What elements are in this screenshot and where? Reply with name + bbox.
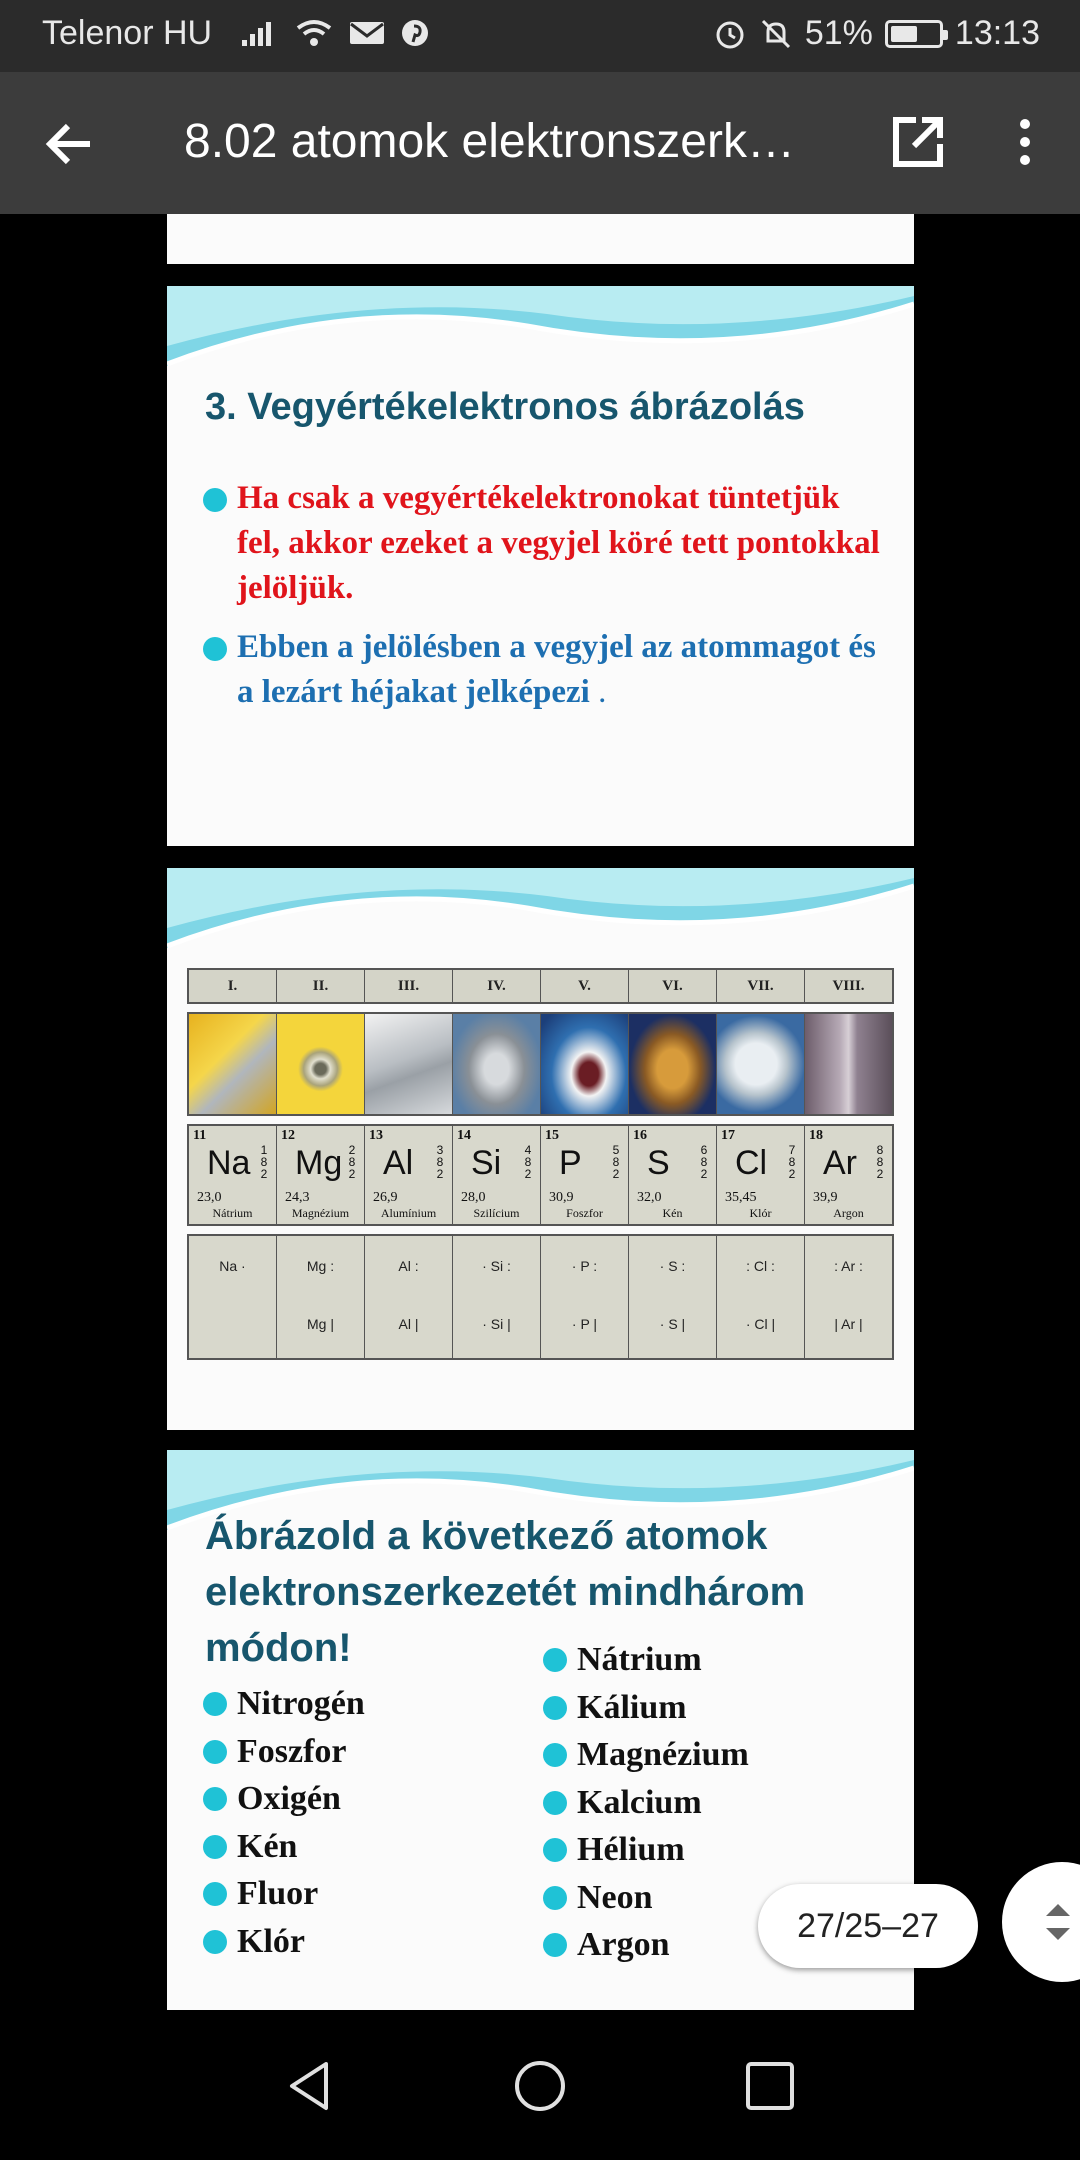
group-label: II. bbox=[277, 970, 365, 1002]
carrier-label: Telenor HU bbox=[42, 14, 213, 52]
back-arrow-icon[interactable] bbox=[40, 114, 100, 174]
list-item: Oxigén bbox=[203, 1775, 365, 1823]
signal-icon bbox=[240, 18, 280, 48]
element-cells-row bbox=[187, 1124, 894, 1226]
bullet-dot-icon bbox=[203, 1930, 227, 1954]
dot-structure-dots: Al : bbox=[398, 1258, 419, 1274]
aluminium-photo bbox=[365, 1014, 453, 1114]
element-cell bbox=[541, 1126, 629, 1224]
list-item: Foszfor bbox=[203, 1728, 365, 1776]
system-nav-bar bbox=[0, 2014, 1080, 2160]
bullet-dot-icon bbox=[543, 1696, 567, 1720]
dot-structure-dots: · Si : bbox=[482, 1258, 511, 1274]
mail-icon bbox=[348, 18, 386, 48]
group-label: V. bbox=[541, 970, 629, 1002]
list-item: Kálium bbox=[543, 1684, 749, 1732]
list-item: Fluor bbox=[203, 1870, 365, 1918]
shell-config: 8 8 2 bbox=[876, 1143, 884, 1181]
dot-structure-lines: Al | bbox=[398, 1316, 419, 1332]
bullet-dot-icon bbox=[543, 1791, 567, 1815]
dot-notation-cell bbox=[189, 1236, 277, 1358]
element-symbol: Mg bbox=[295, 1144, 343, 1182]
bullet-dot-icon bbox=[203, 1740, 227, 1764]
list-item: Ebben a jelölésben a vegyjel az atommagot és a lezárt héjakat jelképezi . bbox=[203, 625, 883, 715]
element-name: Magnézium bbox=[291, 1206, 350, 1220]
atomic-number: 16 bbox=[633, 1128, 647, 1143]
bullet-dot-icon bbox=[203, 488, 227, 512]
right-atom-list bbox=[543, 1636, 749, 1969]
element-symbol: Ar bbox=[823, 1144, 857, 1182]
scroll-arrows-icon bbox=[1038, 1892, 1078, 1952]
group-header-row bbox=[187, 968, 894, 1004]
battery-percent: 51% bbox=[804, 14, 873, 52]
list-item: Kén bbox=[203, 1823, 365, 1871]
alarm-icon bbox=[713, 17, 747, 51]
element-name: Alumínium bbox=[380, 1206, 437, 1220]
magnesium-photo bbox=[277, 1014, 365, 1114]
dot-structure-lines: · Cl | bbox=[745, 1316, 776, 1332]
bullet-dot-icon bbox=[203, 1882, 227, 1906]
sodium-photo bbox=[189, 1014, 277, 1114]
atomic-mass: 23,0 bbox=[197, 1190, 222, 1205]
app-bar bbox=[0, 72, 1080, 214]
atomic-number: 17 bbox=[721, 1128, 735, 1143]
atomic-number: 12 bbox=[281, 1128, 295, 1143]
bullet-dot-icon bbox=[543, 1933, 567, 1957]
document-title: 8.02 atomok elektronszerk… bbox=[184, 115, 795, 168]
bullet-list bbox=[203, 476, 883, 729]
dot-notation-cell bbox=[629, 1236, 717, 1358]
bullet-dot-icon bbox=[203, 1692, 227, 1716]
wifi-icon bbox=[294, 18, 334, 48]
battery-icon bbox=[885, 20, 943, 48]
chlorine-photo bbox=[717, 1014, 805, 1114]
dot-structure-dots: · S : bbox=[659, 1258, 686, 1274]
slide-title: 3. Vegyértékelektronos ábrázolás bbox=[205, 386, 805, 428]
group-label: I. bbox=[189, 970, 277, 1002]
atomic-mass: 35,45 bbox=[725, 1190, 757, 1205]
bullet-dot-icon bbox=[203, 637, 227, 661]
element-name: Kén bbox=[662, 1206, 683, 1220]
group-label: IV. bbox=[453, 970, 541, 1002]
slide-title: Ábrázold a következő atomok elektronszerkezetét mindhárom módon! bbox=[205, 1514, 806, 1670]
group-label: VIII. bbox=[832, 977, 865, 994]
shell-config: 3 8 2 bbox=[436, 1143, 444, 1181]
atomic-mass: 32,0 bbox=[637, 1190, 662, 1205]
element-symbol: Al bbox=[383, 1144, 414, 1182]
sulfur-photo bbox=[629, 1014, 717, 1114]
element-symbol: S bbox=[647, 1144, 670, 1182]
element-name: Szilícium bbox=[473, 1206, 520, 1220]
shell-config: 7 8 2 bbox=[788, 1143, 796, 1181]
element-cell bbox=[629, 1126, 717, 1224]
list-item: Nitrogén bbox=[203, 1680, 365, 1728]
bullet-dot-icon bbox=[203, 1787, 227, 1811]
element-symbol: Cl bbox=[735, 1144, 768, 1182]
bullet-dot-icon bbox=[543, 1886, 567, 1910]
group-label: VI. bbox=[629, 970, 717, 1002]
dot-notation-cell bbox=[453, 1236, 541, 1358]
dot-structure-lines: Mg | bbox=[307, 1316, 334, 1332]
dot-structure-lines: · P | bbox=[571, 1316, 598, 1332]
element-name: Nátrium bbox=[212, 1206, 253, 1220]
bullet-dot-icon bbox=[543, 1648, 567, 1672]
list-item: Argon bbox=[543, 1921, 749, 1969]
trailing-period: . bbox=[598, 674, 607, 710]
list-item: Hélium bbox=[543, 1826, 749, 1874]
dot-structure-lines: · Si | bbox=[482, 1316, 511, 1332]
dot-notation-cell bbox=[805, 1236, 892, 1358]
slide-previous bbox=[167, 214, 914, 264]
atomic-number: 18 bbox=[809, 1128, 823, 1143]
bullet-dot-icon bbox=[203, 1835, 227, 1859]
atomic-mass: 24,3 bbox=[285, 1190, 310, 1205]
left-atom-list bbox=[203, 1680, 365, 1965]
element-cell bbox=[189, 1126, 277, 1224]
element-symbol: P bbox=[559, 1144, 582, 1182]
dot-notation-cell bbox=[541, 1236, 629, 1358]
slide-periodic-table bbox=[167, 868, 914, 1430]
document-viewer[interactable] bbox=[0, 214, 1080, 2014]
dot-structure-dots: : Cl : bbox=[746, 1258, 775, 1274]
dot-structure-dots: · P : bbox=[571, 1258, 598, 1274]
list-item: Kalcium bbox=[543, 1779, 749, 1827]
dot-structure-lines: | Ar | bbox=[834, 1316, 863, 1332]
shell-config: 6 8 2 bbox=[700, 1143, 708, 1181]
element-photos-row bbox=[187, 1012, 894, 1116]
shell-config: 5 8 2 bbox=[612, 1143, 620, 1181]
atomic-mass: 26,9 bbox=[373, 1190, 398, 1205]
atomic-number: 11 bbox=[193, 1128, 207, 1143]
slide-header-wave bbox=[167, 286, 914, 376]
shell-config: 1 8 2 bbox=[260, 1143, 268, 1181]
atomic-mass: 30,9 bbox=[549, 1190, 574, 1205]
list-item: Ha csak a vegyértékelektronokat tüntetjük fel, akkor ezeket a vegyjel köré tett pontokkal jelöljük. bbox=[203, 476, 883, 611]
element-cell bbox=[805, 1126, 892, 1224]
open-external-icon[interactable] bbox=[888, 112, 948, 172]
bullet-dot-icon bbox=[543, 1838, 567, 1862]
group-label: III. bbox=[365, 970, 453, 1002]
element-name: Argon bbox=[833, 1206, 864, 1220]
slide-header-wave bbox=[167, 868, 914, 958]
slide-valence-electrons bbox=[167, 286, 914, 846]
dot-notation-cell bbox=[717, 1236, 805, 1358]
nav-recents-icon[interactable] bbox=[742, 2058, 798, 2114]
clock: 13:13 bbox=[954, 14, 1040, 52]
list-item: Nátrium bbox=[543, 1636, 749, 1684]
page-indicator: 27/25–27 bbox=[758, 1884, 978, 1968]
element-cell bbox=[277, 1126, 365, 1224]
list-item: Klór bbox=[203, 1918, 365, 1966]
dot-structure-dots: Na · bbox=[219, 1258, 246, 1274]
element-name: Foszfor bbox=[566, 1206, 603, 1220]
nav-back-icon[interactable] bbox=[282, 2058, 338, 2114]
atomic-number: 13 bbox=[369, 1128, 383, 1143]
group-label: VII. bbox=[717, 970, 805, 1002]
element-cell bbox=[717, 1126, 805, 1224]
status-bar bbox=[0, 0, 1080, 72]
pinterest-icon bbox=[400, 18, 430, 48]
atomic-number: 14 bbox=[457, 1128, 471, 1143]
status-left-icons bbox=[240, 18, 430, 48]
status-right bbox=[713, 14, 1040, 53]
argon-photo bbox=[805, 1014, 892, 1114]
dot-notation-cell bbox=[277, 1236, 365, 1358]
fast-scroll-handle[interactable] bbox=[1002, 1862, 1080, 1982]
dot-structure-lines: · S | bbox=[659, 1316, 686, 1332]
dot-notation-row bbox=[187, 1234, 894, 1360]
list-item: Magnézium bbox=[543, 1731, 749, 1779]
element-symbol: Na bbox=[207, 1144, 251, 1182]
periodic-table-excerpt bbox=[187, 968, 894, 1360]
dot-notation-cell bbox=[365, 1236, 453, 1358]
dot-structure-dots: Mg : bbox=[306, 1258, 335, 1274]
shell-config: 2 8 2 bbox=[348, 1143, 356, 1181]
element-cell bbox=[365, 1126, 453, 1224]
phosphorus-photo bbox=[541, 1014, 629, 1114]
atomic-mass: 39,9 bbox=[813, 1190, 838, 1205]
silicon-photo bbox=[453, 1014, 541, 1114]
element-symbol: Si bbox=[471, 1144, 502, 1182]
dot-structure-dots: : Ar : bbox=[834, 1258, 863, 1274]
mute-icon bbox=[759, 17, 793, 51]
atomic-number: 15 bbox=[545, 1128, 559, 1143]
element-name: Klór bbox=[749, 1206, 772, 1220]
more-vert-icon[interactable] bbox=[1000, 112, 1050, 172]
nav-home-icon[interactable] bbox=[512, 2058, 568, 2114]
bullet-dot-icon bbox=[543, 1743, 567, 1767]
atomic-mass: 28,0 bbox=[461, 1190, 486, 1205]
list-item: Neon bbox=[543, 1874, 749, 1922]
shell-config: 4 8 2 bbox=[524, 1143, 532, 1181]
element-cell bbox=[453, 1126, 541, 1224]
